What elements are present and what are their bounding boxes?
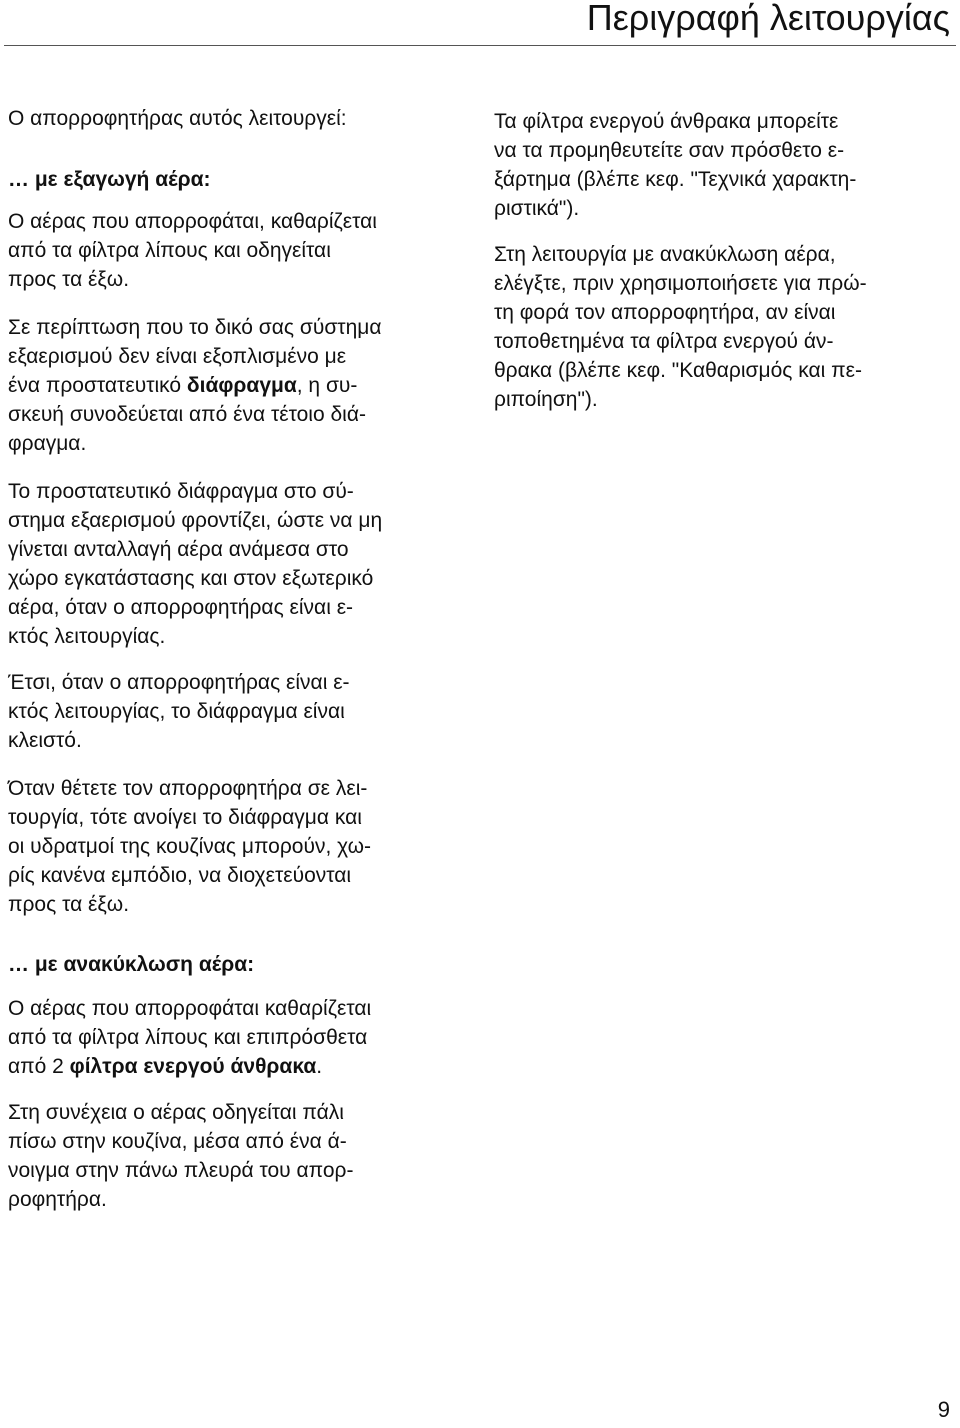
right-text-2: Στη λειτουργία με ανακύκλωση αέρα, ελέγξτε, πριν χρησιμοποιήσετε για πρώ- τη φορά τον απορροφητήρα, αν είναι τοποθετημένα τα φίλτρα ενεργού άν- θρακα (βλέπε κεφ. "Καθαρισμός και πε- ριποίηση"). [494, 243, 867, 411]
right-text-1: Τα φίλτρα ενεργού άνθρακα μπορείτε να τα προμηθευτείτε σαν πρόσθετο ε- ξάρτημα (βλέπε κεφ. "Τεχνικά χαρακτη- ριστικά"). [494, 110, 857, 220]
page-number: 9 [937, 1397, 950, 1422]
extraction-text-3: Το προστατευτικό διάφραγμα στο σύ- στημα εξαερισμού φροντίζει, ώστε να μη γίνεται ανταλλαγή αέρα ανάμεσα στο χώρο εγκατάστασης και στον εξωτερικό αέρα, όταν ο απορροφητήρας είναι ε- κτός λειτουργίας. [8, 480, 383, 648]
recirculation-text-1 [8, 994, 478, 1081]
extraction-heading-text: … με εξαγωγή αέρα: [8, 168, 211, 191]
recirculation-text-1-before: Ο αέρας που απορροφάται καθαρίζεται από τα φίλτρα λίπους και επιπρόσθετα από 2 [8, 997, 372, 1078]
header-divider [4, 45, 956, 46]
extraction-text-1: Ο αέρας που απορροφάται, καθαρίζεται από τα φίλτρα λίπους και οδηγείται προς τα έξω. [8, 210, 377, 291]
recirculation-text-2: Στη συνέχεια ο αέρας οδηγείται πάλι πίσω στην κουζίνα, μέσα από ένα ά- νοιγμα στην πάνω πλευρά του απορ- ροφητήρα. [8, 1101, 354, 1211]
recirculation-paragraph-2 [8, 1069, 478, 1243]
carbon-filters-term: φίλτρα ενεργού άνθρακα [69, 1055, 317, 1078]
recirculation-text-1-after: . [316, 1055, 323, 1078]
extraction-text-2-before: Σε περίπτωση που το δικό σας σύστημα εξαερισμού δεν είναι εξοπλισμένο με ένα προστατευτικό [8, 316, 382, 397]
recirculation-heading-text: … με ανακύκλωση αέρα: [8, 953, 255, 976]
extraction-text-5: Όταν θέτετε τον απορροφητήρα σε λει- τουργία, τότε ανοίγει το διάφραγμα και οι υδρατμοί της κουζίνας μπορούν, χω- ρίς κανένα εμπόδιο, να διοχετεύονται προς τα έξω. [8, 777, 371, 916]
extraction-text-2 [8, 313, 478, 458]
diaphragm-term: διάφραγμα [186, 374, 297, 397]
extraction-paragraph-5 [8, 745, 478, 948]
extraction-text-2-after: , η συ- σκευή συνοδεύεται από ένα τέτοιο διά- φραγμα. [8, 374, 366, 455]
right-paragraph-2 [494, 211, 954, 443]
page-title: Περιγραφή λειτουργίας [586, 0, 950, 38]
intro-text: Ο απορροφητήρας αυτός λειτουργεί: [8, 107, 347, 130]
extraction-text-4: Έτσι, όταν ο απορροφητήρας είναι ε- κτός λειτουργίας, το διάφραγμα είναι κλειστό. [8, 671, 350, 752]
